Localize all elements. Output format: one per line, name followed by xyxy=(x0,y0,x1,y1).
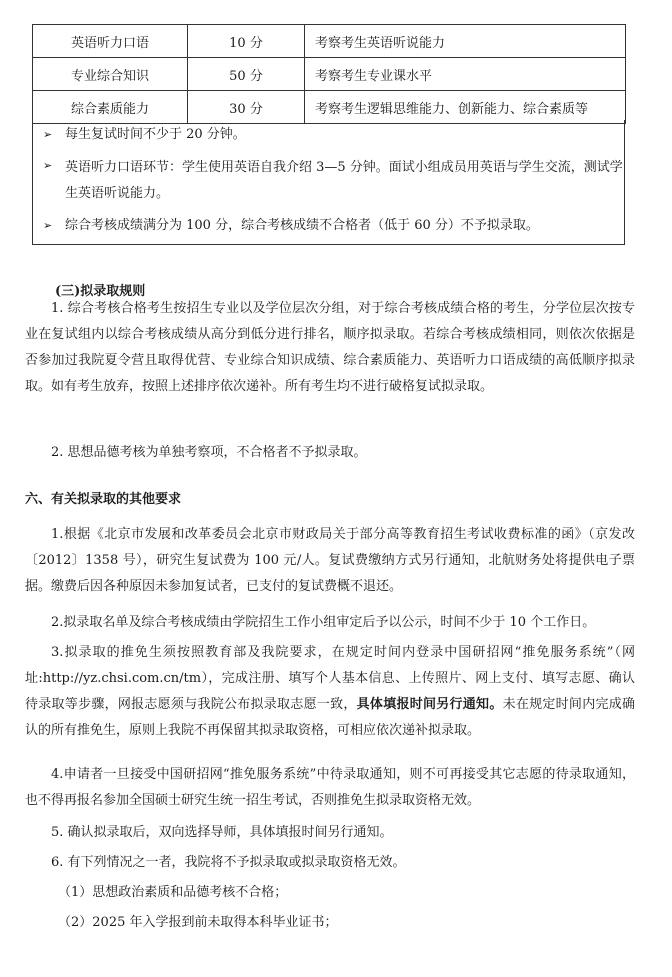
desc-cell: 考察考生逻辑思维能力、创新能力、综合素质等 xyxy=(305,91,626,124)
note-text: 每生复试时间不少于 20 分钟。 xyxy=(65,127,246,142)
table-row xyxy=(33,25,626,58)
desc-cell: 考察考生英语听说能力 xyxy=(305,25,626,58)
list-item: （1）思想政治素质和品德考核不合格； xyxy=(58,885,288,900)
paragraph: 1. 综合考核合格考生按招生专业以及学位层次分组，对于综合考核成绩合格的考生，分学位层次按专业在复试组内以综合考核成绩从高分到低分进行排名，顺序拟录取。若综合考核成绩相同，则依次依据是否参加过我院夏令营且取得优营、专业综合知识成绩、综合素质能力、英语听力口语成绩的高低顺序拟录取。如有考生放弃，按照上述排序依次递补。所有考生均不进行破格复试拟录取。 xyxy=(25,301,635,394)
paragraph: 2. 思想品德考核为单独考察项，不合格者不予拟录取。 xyxy=(51,445,367,460)
section-heading: (三)拟录取规则 xyxy=(55,284,146,299)
arrow-bullet-icon: ➢ xyxy=(43,159,53,172)
score-table xyxy=(32,24,626,124)
paragraph: 4.申请者一旦接受中国研招网“推免服务系统”中待录取通知，则不可再接受其它志愿的待录取通知，也不得再报名参加全国硕士研究生统一招生考试，否则推免生拟录取资格无效。 xyxy=(25,767,635,808)
paragraph-text: 未在规定时间内完成确认的所有推免生，原则上我院不再保留其拟录取资格，可相应依次递补拟录取。 xyxy=(25,697,635,738)
item-cell: 专业综合知识 xyxy=(33,58,188,91)
table-row xyxy=(33,58,626,91)
item-cell: 英语听力口语 xyxy=(33,25,188,58)
score-cell: 10 分 xyxy=(188,25,305,58)
paragraph xyxy=(25,640,635,744)
desc-cell: 考察考生专业课水平 xyxy=(305,58,626,91)
arrow-bullet-icon: ➢ xyxy=(43,128,53,141)
paragraph: 2.拟录取名单及综合考核成绩由学院招生工作小组审定后予以公示，时间不少于 10 个工作日。 xyxy=(51,615,596,630)
paragraph-text: 3.拟录取的推免生须按照教育部及我院要求，在规定时间内登录中国研招网“推免服务系统”（网址:http://yz.chsi.com.cn/tm），完成注册、填写个人基本信息、上传照片、网上支付、填写志愿、确认待录取等步骤，网报志愿须与我院公布拟录取志愿一致， xyxy=(25,645,635,712)
section-heading: 六、有关拟录取的其他要求 xyxy=(25,492,182,507)
list-item: （2）2025 年入学报到前未取得本科毕业证书； xyxy=(58,915,338,930)
paragraph: 5. 确认拟录取后，双向选择导师，具体填报时间另行通知。 xyxy=(51,825,393,840)
table-row xyxy=(33,91,626,124)
emphasis-text: 具体填报时间另行通知。 xyxy=(356,697,503,712)
item-cell: 综合素质能力 xyxy=(33,91,188,124)
notes-box xyxy=(32,120,625,245)
score-cell: 30 分 xyxy=(188,91,305,124)
arrow-bullet-icon: ➢ xyxy=(43,219,53,232)
paragraph: 1.根据《北京市发展和改革委员会北京市财政局关于部分高等教育招生考试收费标准的函》（京发改〔2012〕1358 号），研究生复试费为 100 元/人。复试费缴纳方式另行通知，北航财务处将提供电子票据。缴费后因各种原因未参加复试者，已支付的复试费概不退还。 xyxy=(25,527,635,594)
score-cell: 50 分 xyxy=(188,58,305,91)
note-text: 英语听力口语环节：学生使用英语自我介绍 3—5 分钟。面试小组成员用英语与学生交流，测试学生英语听说能力。 xyxy=(65,160,623,201)
note-text: 综合考核成绩满分为 100 分，综合考核成绩不合格者（低于 60 分）不予拟录取。 xyxy=(65,218,539,233)
paragraph: 6. 有下列情况之一者，我院将不予拟录取或拟录取资格无效。 xyxy=(51,855,406,870)
